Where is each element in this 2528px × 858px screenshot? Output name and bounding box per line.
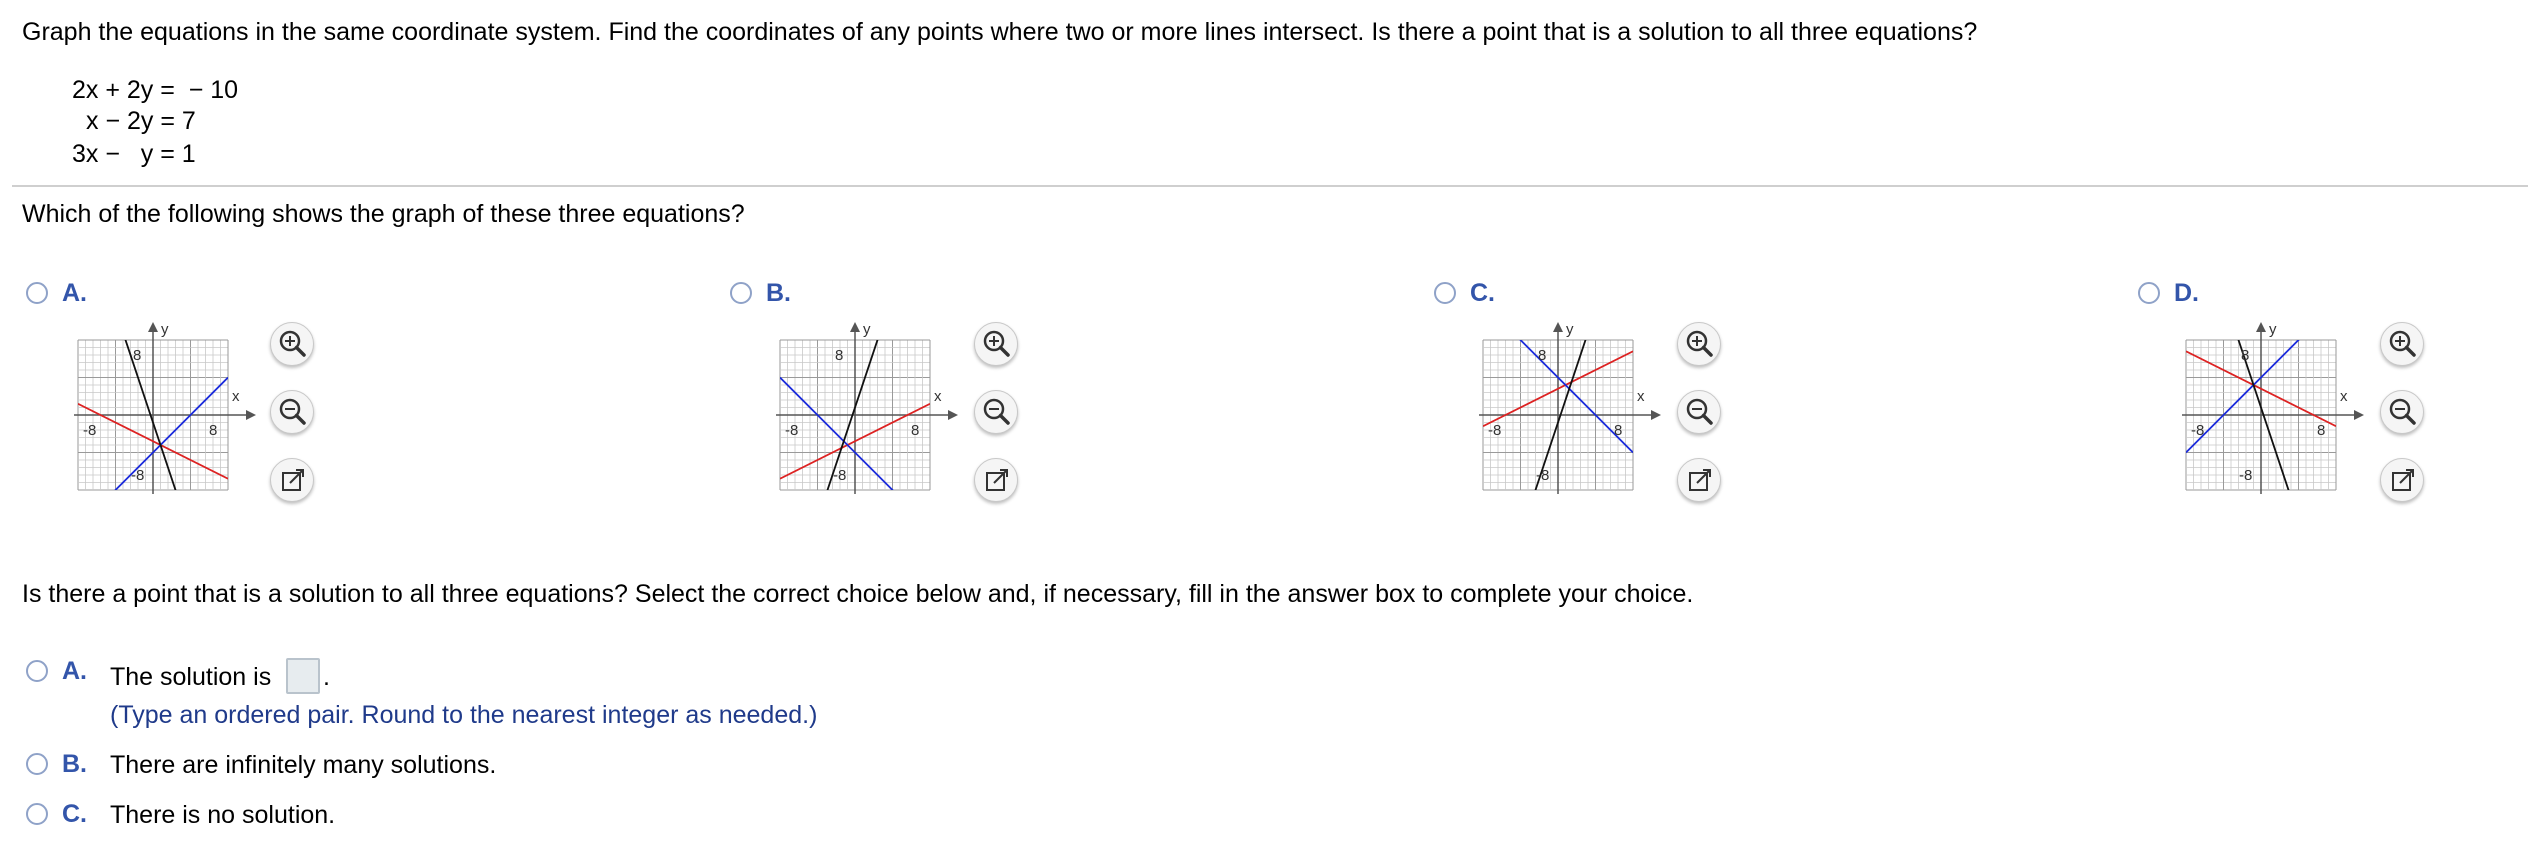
section-divider — [12, 185, 2528, 187]
zoom-in-icon — [2381, 323, 2425, 367]
choice-a-suffix: . — [323, 663, 330, 691]
choice-b-radio[interactable] — [26, 753, 48, 775]
choice-c-text: There is no solution. — [110, 801, 336, 829]
y-tick-neg8: -8 — [2239, 467, 2253, 484]
x-axis-arrow — [1651, 410, 1661, 420]
option-b-label: B. — [766, 279, 791, 307]
option-a-radio[interactable] — [26, 282, 48, 304]
choice-b-text: There are infinitely many solutions. — [110, 751, 497, 779]
popout-icon — [271, 459, 315, 503]
option-a-popout-button[interactable] — [270, 458, 314, 502]
popout-icon — [2381, 459, 2425, 503]
choice-a-text: The solution is — [110, 663, 272, 691]
option-c-graph — [1465, 320, 1665, 520]
option-d-radio[interactable] — [2138, 282, 2160, 304]
equation-3: 3x − y = 1 — [72, 140, 196, 168]
option-c-zoom-in-button[interactable] — [1677, 322, 1721, 366]
x-axis-label: x — [934, 388, 942, 405]
y-axis-label: y — [2269, 321, 2277, 338]
x-axis-label: x — [1637, 388, 1645, 405]
option-b-zoom-in-button[interactable] — [974, 322, 1018, 366]
popout-icon — [975, 459, 1019, 503]
zoom-out-icon — [271, 391, 315, 435]
zoom-in-icon — [1678, 323, 1722, 367]
choice-a-label: A. — [62, 657, 87, 685]
option-d-label: D. — [2174, 279, 2199, 307]
equation-1: 2x + 2y = − 10 — [72, 76, 239, 104]
x-tick-neg8: -8 — [83, 422, 97, 439]
y-tick-pos8: 8 — [133, 347, 142, 364]
option-a-graph — [60, 320, 260, 520]
zoom-in-icon — [271, 323, 315, 367]
x-axis-label: x — [2340, 388, 2348, 405]
x-axis-arrow — [948, 410, 958, 420]
y-tick-pos8: 8 — [1538, 347, 1547, 364]
y-tick-neg8: -8 — [1536, 467, 1550, 484]
x-tick-neg8: -8 — [1488, 422, 1502, 439]
x-axis-arrow — [246, 410, 256, 420]
x-axis-label: x — [232, 388, 240, 405]
option-d-zoom-out-button[interactable] — [2380, 390, 2424, 434]
y-axis-arrow — [148, 322, 158, 332]
x-tick-pos8: 8 — [911, 422, 920, 439]
option-c-label: C. — [1470, 279, 1495, 307]
x-tick-pos8: 8 — [1614, 422, 1623, 439]
option-b-popout-button[interactable] — [974, 458, 1018, 502]
choice-b-label: B. — [62, 750, 87, 778]
y-axis-label: y — [863, 321, 871, 338]
x-tick-pos8: 8 — [2317, 422, 2326, 439]
option-d-graph — [2168, 320, 2368, 520]
x-axis-arrow — [2354, 410, 2364, 420]
equation-2: x − 2y = 7 — [86, 107, 196, 135]
y-axis-arrow — [2256, 322, 2266, 332]
option-b-graph — [762, 320, 962, 520]
zoom-out-icon — [975, 391, 1019, 435]
option-a-zoom-in-button[interactable] — [270, 322, 314, 366]
choice-a-radio[interactable] — [26, 660, 48, 682]
question-prompt: Graph the equations in the same coordinate system. Find the coordinates of any points where two or more lines intersect. Is there a point that is a solution to all three equations? — [22, 18, 1978, 46]
zoom-out-icon — [1678, 391, 1722, 435]
y-tick-pos8: 8 — [835, 347, 844, 364]
choice-c-label: C. — [62, 800, 87, 828]
y-axis-label: y — [1566, 321, 1574, 338]
x-tick-pos8: 8 — [209, 422, 218, 439]
y-tick-neg8: -8 — [131, 467, 145, 484]
solution-answer-box[interactable] — [286, 658, 320, 694]
zoom-out-icon — [2381, 391, 2425, 435]
x-tick-neg8: -8 — [2191, 422, 2205, 439]
option-a-label: A. — [62, 279, 87, 307]
option-d-popout-button[interactable] — [2380, 458, 2424, 502]
choice-a-hint: (Type an ordered pair. Round to the nearest integer as needed.) — [110, 701, 818, 729]
part2-prompt: Is there a point that is a solution to all three equations? Select the correct choice below and, if necessary, fill in the answer box to complete your choice. — [22, 580, 1694, 608]
choice-c-radio[interactable] — [26, 803, 48, 825]
x-tick-neg8: -8 — [785, 422, 799, 439]
option-b-radio[interactable] — [730, 282, 752, 304]
option-c-popout-button[interactable] — [1677, 458, 1721, 502]
option-a-zoom-out-button[interactable] — [270, 390, 314, 434]
y-axis-arrow — [850, 322, 860, 332]
zoom-in-icon — [975, 323, 1019, 367]
y-axis-arrow — [1553, 322, 1563, 332]
popout-icon — [1678, 459, 1722, 503]
y-axis-label: y — [161, 321, 169, 338]
part1-prompt: Which of the following shows the graph of these three equations? — [22, 200, 745, 228]
option-b-zoom-out-button[interactable] — [974, 390, 1018, 434]
option-c-zoom-out-button[interactable] — [1677, 390, 1721, 434]
option-d-zoom-in-button[interactable] — [2380, 322, 2424, 366]
y-tick-pos8: 8 — [2241, 347, 2250, 364]
y-tick-neg8: -8 — [833, 467, 847, 484]
option-c-radio[interactable] — [1434, 282, 1456, 304]
